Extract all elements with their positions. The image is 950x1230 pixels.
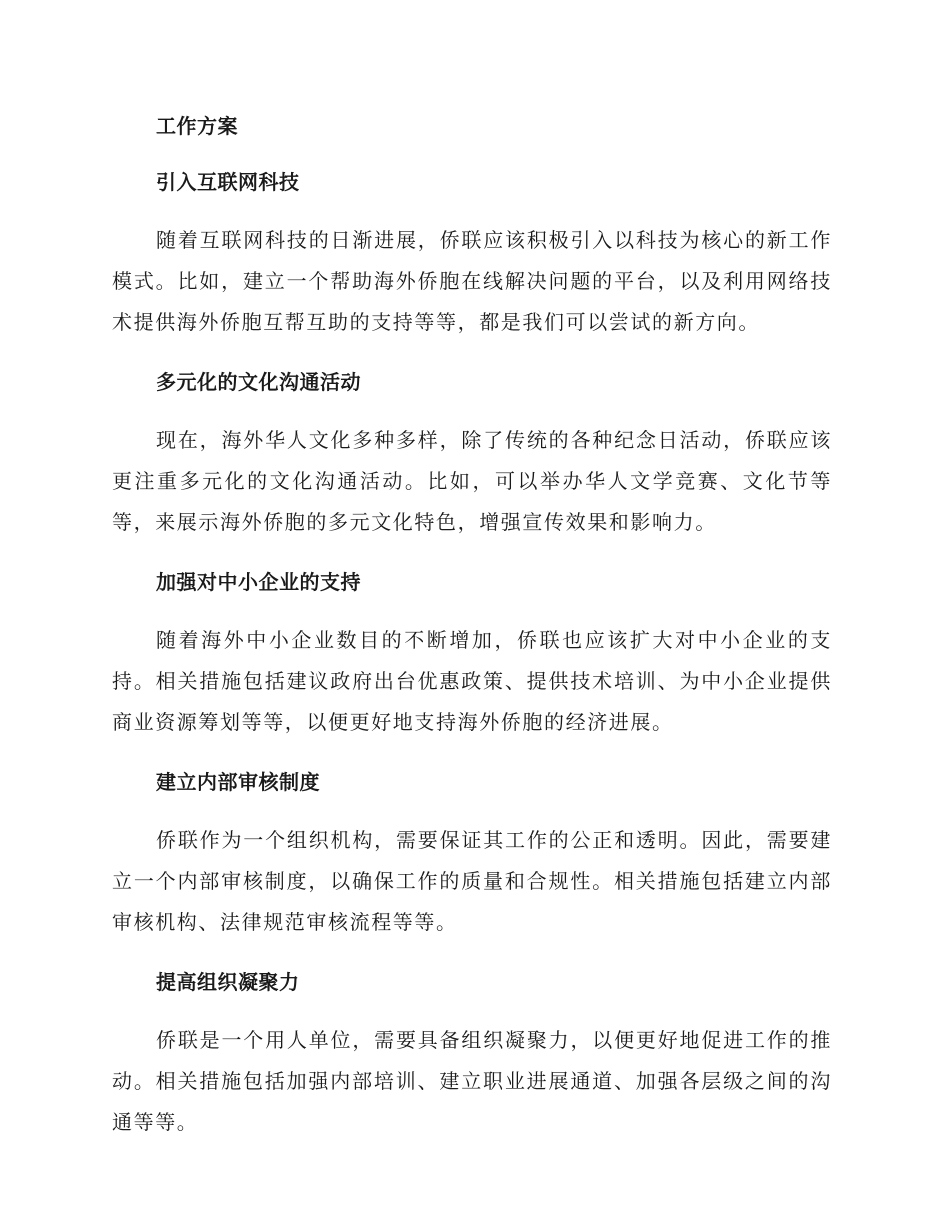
section-heading: 多元化的文化沟通活动: [156, 370, 361, 394]
section-heading: 引入互联网科技: [156, 170, 300, 194]
section-heading: 建立内部审核制度: [156, 770, 320, 794]
section-paragraph: 随着海外中小企业数目的不断增加，侨联也应该扩大对中小企业的支持。相关措施包括建议政府出台优惠政策、提供技术培训、为中小企业提供商业资源筹划等等，以便更好地支持海外侨胞的经济进展。: [112, 628, 832, 734]
document-content: [112, 110, 832, 1166]
section-paragraph: 随着互联网科技的日渐进展，侨联应该积极引入以科技为核心的新工作模式。比如，建立一个帮助海外侨胞在线解决问题的平台，以及利用网络技术提供海外侨胞互帮互助的支持等等，都是我们可以尝试的新方向。: [112, 228, 832, 334]
section-paragraph: 现在，海外华人文化多种多样，除了传统的各种纪念日活动，侨联应该更注重多元化的文化沟通活动。比如，可以举办华人文学竞赛、文化节等等，来展示海外侨胞的多元文化特色，增强宣传效果和影响力。: [112, 428, 832, 534]
section-heading: 加强对中小企业的支持: [156, 570, 361, 594]
section-heading: 提高组织凝聚力: [156, 970, 300, 994]
section-paragraph: 侨联是一个用人单位，需要具备组织凝聚力，以便更好地促进工作的推动。相关措施包括加强内部培训、建立职业进展通道、加强各层级之间的沟通等等。: [112, 1028, 832, 1134]
section-paragraph: 侨联作为一个组织机构，需要保证其工作的公正和透明。因此，需要建立一个内部审核制度，以确保工作的质量和合规性。相关措施包括建立内部审核机构、法律规范审核流程等等。: [112, 828, 832, 934]
document-title: 工作方案: [156, 114, 238, 138]
